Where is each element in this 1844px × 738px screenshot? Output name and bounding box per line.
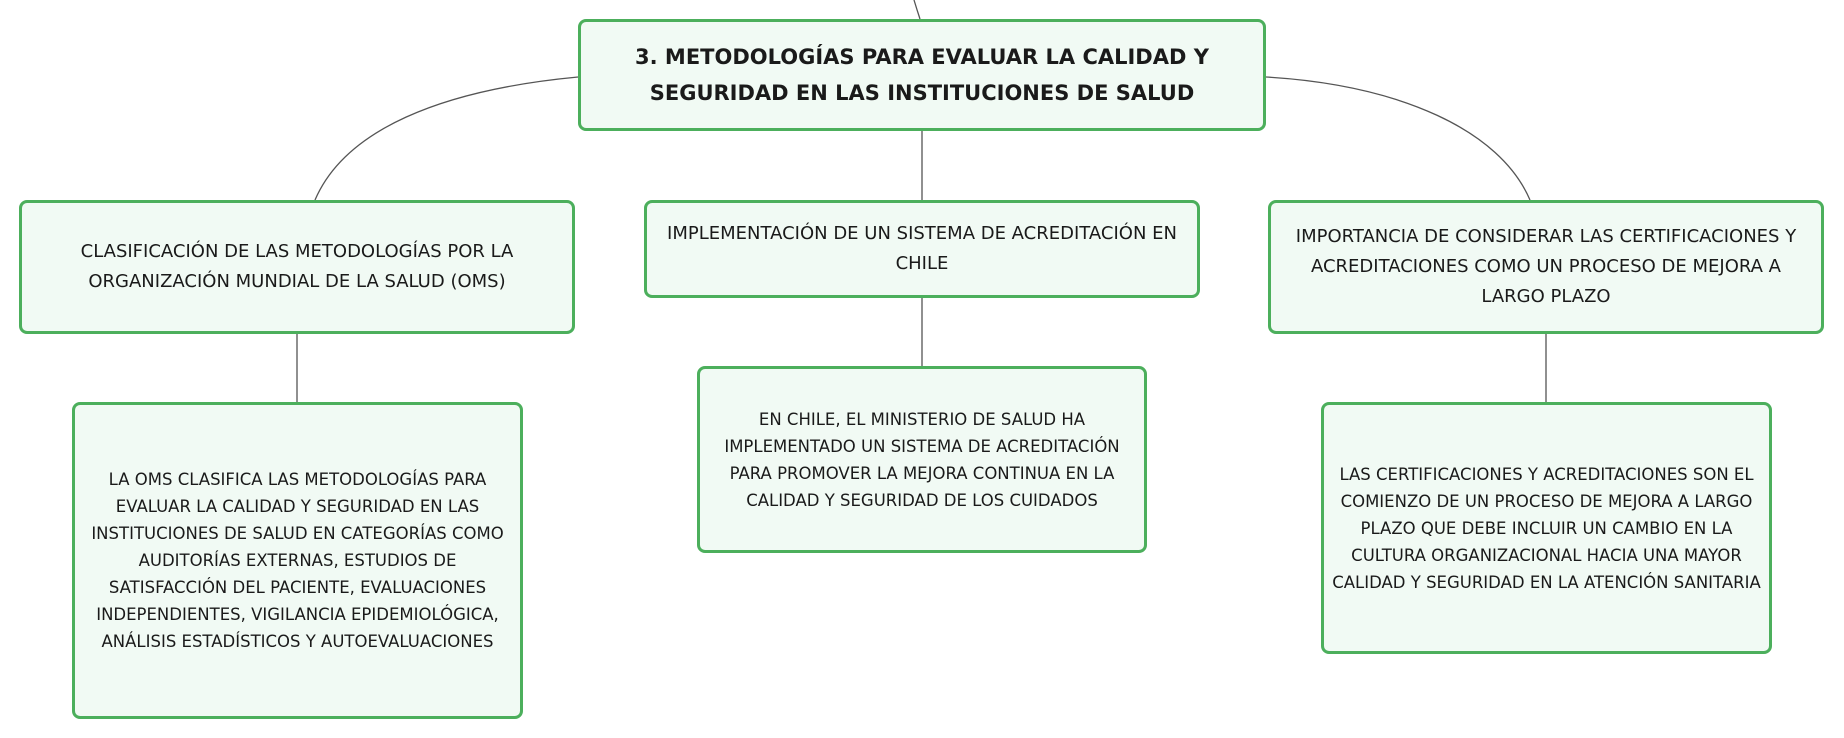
connector-parent-to-root: [914, 0, 920, 19]
subtopic-node-oms-classification[interactable]: [72, 402, 523, 719]
topic-node-oms-classification[interactable]: [19, 200, 575, 334]
topic-label: CLASIFICACIÓN DE LAS METODOLOGÍAS POR LA ORGANIZACIÓN MUNDIAL DE LA SALUD (OMS): [80, 241, 514, 292]
connector-root-to-branch-left: [315, 77, 578, 200]
topic-node-chile-accreditation[interactable]: [644, 200, 1200, 298]
subtopic-node-long-term-improvement[interactable]: [1321, 402, 1772, 654]
subtopic-label: LAS CERTIFICACIONES Y ACREDITACIONES SON EL COMIENZO DE UN PROCESO DE MEJORA A LARGO PLAZO QUE DEBE INCLUIR UN CAMBIO EN LA CULTURA ORGANIZACIONAL HACIA UNA MAYOR CALIDAD Y SEGURIDAD EN LA ATENCIÓN SANITARIA: [1332, 464, 1761, 592]
topic-label: IMPLEMENTACIÓN DE UN SISTEMA DE ACREDITACIÓN EN CHILE: [667, 223, 1177, 274]
topic-node-long-term-improvement[interactable]: [1268, 200, 1824, 334]
topic-label: IMPORTANCIA DE CONSIDERAR LAS CERTIFICACIONES Y ACREDITACIONES COMO UN PROCESO DE MEJORA A LARGO PLAZO: [1295, 226, 1797, 307]
central-topic-label: 3. METODOLOGÍAS PARA EVALUAR LA CALIDAD Y SEGURIDAD EN LAS INSTITUCIONES DE SALUD: [635, 45, 1209, 105]
subtopic-node-chile-accreditation[interactable]: [697, 366, 1147, 553]
connector-root-to-branch-right: [1266, 77, 1530, 200]
central-topic-node[interactable]: [578, 19, 1266, 131]
subtopic-label: EN CHILE, EL MINISTERIO DE SALUD HA IMPLEMENTADO UN SISTEMA DE ACREDITACIÓN PARA PROMOVER LA MEJORA CONTINUA EN LA CALIDAD Y SEGURIDAD DE LOS CUIDADOS: [724, 409, 1120, 510]
subtopic-label: LA OMS CLASIFICA LAS METODOLOGÍAS PARA EVALUAR LA CALIDAD Y SEGURIDAD EN LAS INSTITUCIONES DE SALUD EN CATEGORÍAS COMO AUDITORÍAS EXTERNAS, ESTUDIOS DE SATISFACCIÓN DEL PACIENTE, EVALUACIONES INDEPENDIENTES, VIGILANCIA EPIDEMIOLÓGICA, ANÁLISIS ESTADÍSTICOS Y AUTOEVALUACIONES: [91, 470, 504, 651]
